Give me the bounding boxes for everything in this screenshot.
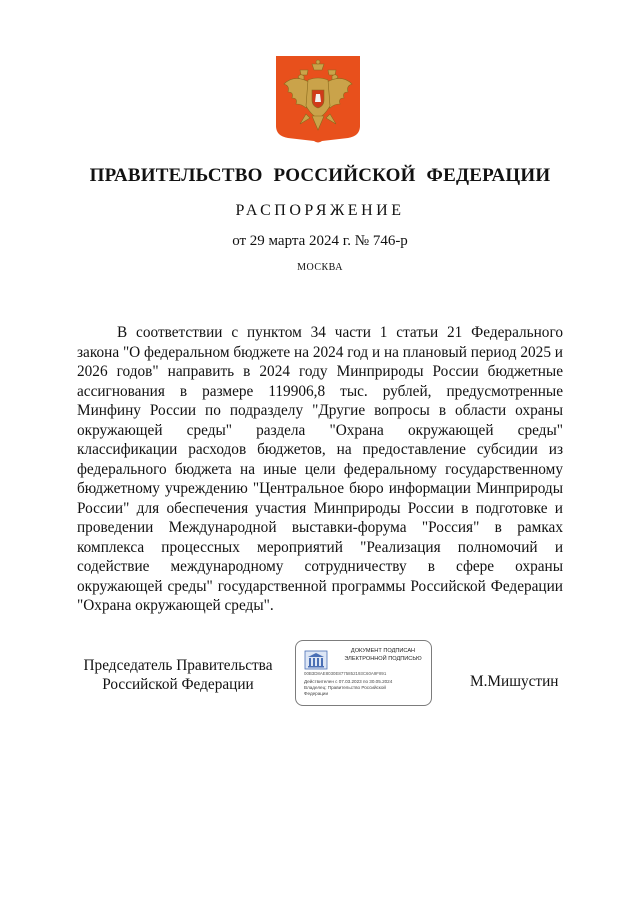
document-city: МОСКВА — [297, 262, 343, 273]
signatory-position — [78, 656, 278, 694]
signatory-name: М.Мишустин — [470, 673, 559, 690]
government-title: ПРАВИТЕЛЬСТВО РОССИЙСКОЙ ФЕДЕРАЦИИ — [89, 165, 551, 186]
stamp-owner-line2: Федерации — [304, 690, 329, 696]
government-building-icon — [304, 648, 328, 670]
document-type: РАСПОРЯЖЕНИЕ — [235, 202, 405, 219]
order-text: В соответствии с пунктом 34 части 1 статьи 21 Федерального закона "О федеральном бюджете на 2024 год и на плановый период 2025 и 2026 годов" направить в 2024 году Минприроды России бюджетные ассигнования в размере 119906,8 тыс. рублей, предусмотренные Минфину России по подразделу "Другие вопросы в области охраны окружающей среды" раздела "Охрана окружающей среды" классификации расходов бюджетов, на предоставление субсидии из федерального бюджета на иные цели федеральному государственному бюджетному учреждению "Центральное бюро информации Минприроды России" для обеспечения участия Минприроды России в подготовке и проведении Международной выставки-форума "Россия" в рамках комплекса процессных мероприятий "Реализация полномочий и содействие международному сотрудничеству в сфере охраны окружающей среды" государственной программы Российской Федерации "Охрана окружающей среды". — [77, 324, 563, 614]
signatory-position-line2: Российской Федерации — [102, 676, 254, 693]
stamp-certificate-number: 00B3D8AE8030E8775852193C60A9F891 — [304, 671, 387, 676]
stamp-title-line2: ЭЛЕКТРОННОЙ ПОДПИСЬЮ — [344, 655, 422, 662]
document-date-number: от 29 марта 2024 г. № 746-р — [232, 233, 408, 249]
signatory-position-line1: Председатель Правительства — [83, 657, 273, 674]
stamp-owner-line1: Владелец: Правительство Российской — [304, 684, 386, 690]
stamp-valid-period: Действителен с 07.03.2023 по 30.05.2024 — [304, 679, 393, 684]
stamp-title — [340, 648, 426, 663]
stamp-validity — [304, 679, 392, 696]
coat-of-arms-icon — [276, 56, 360, 144]
electronic-signature-stamp — [295, 640, 432, 706]
stamp-title-line1: ДОКУМЕНТ ПОДПИСАН — [350, 648, 416, 654]
